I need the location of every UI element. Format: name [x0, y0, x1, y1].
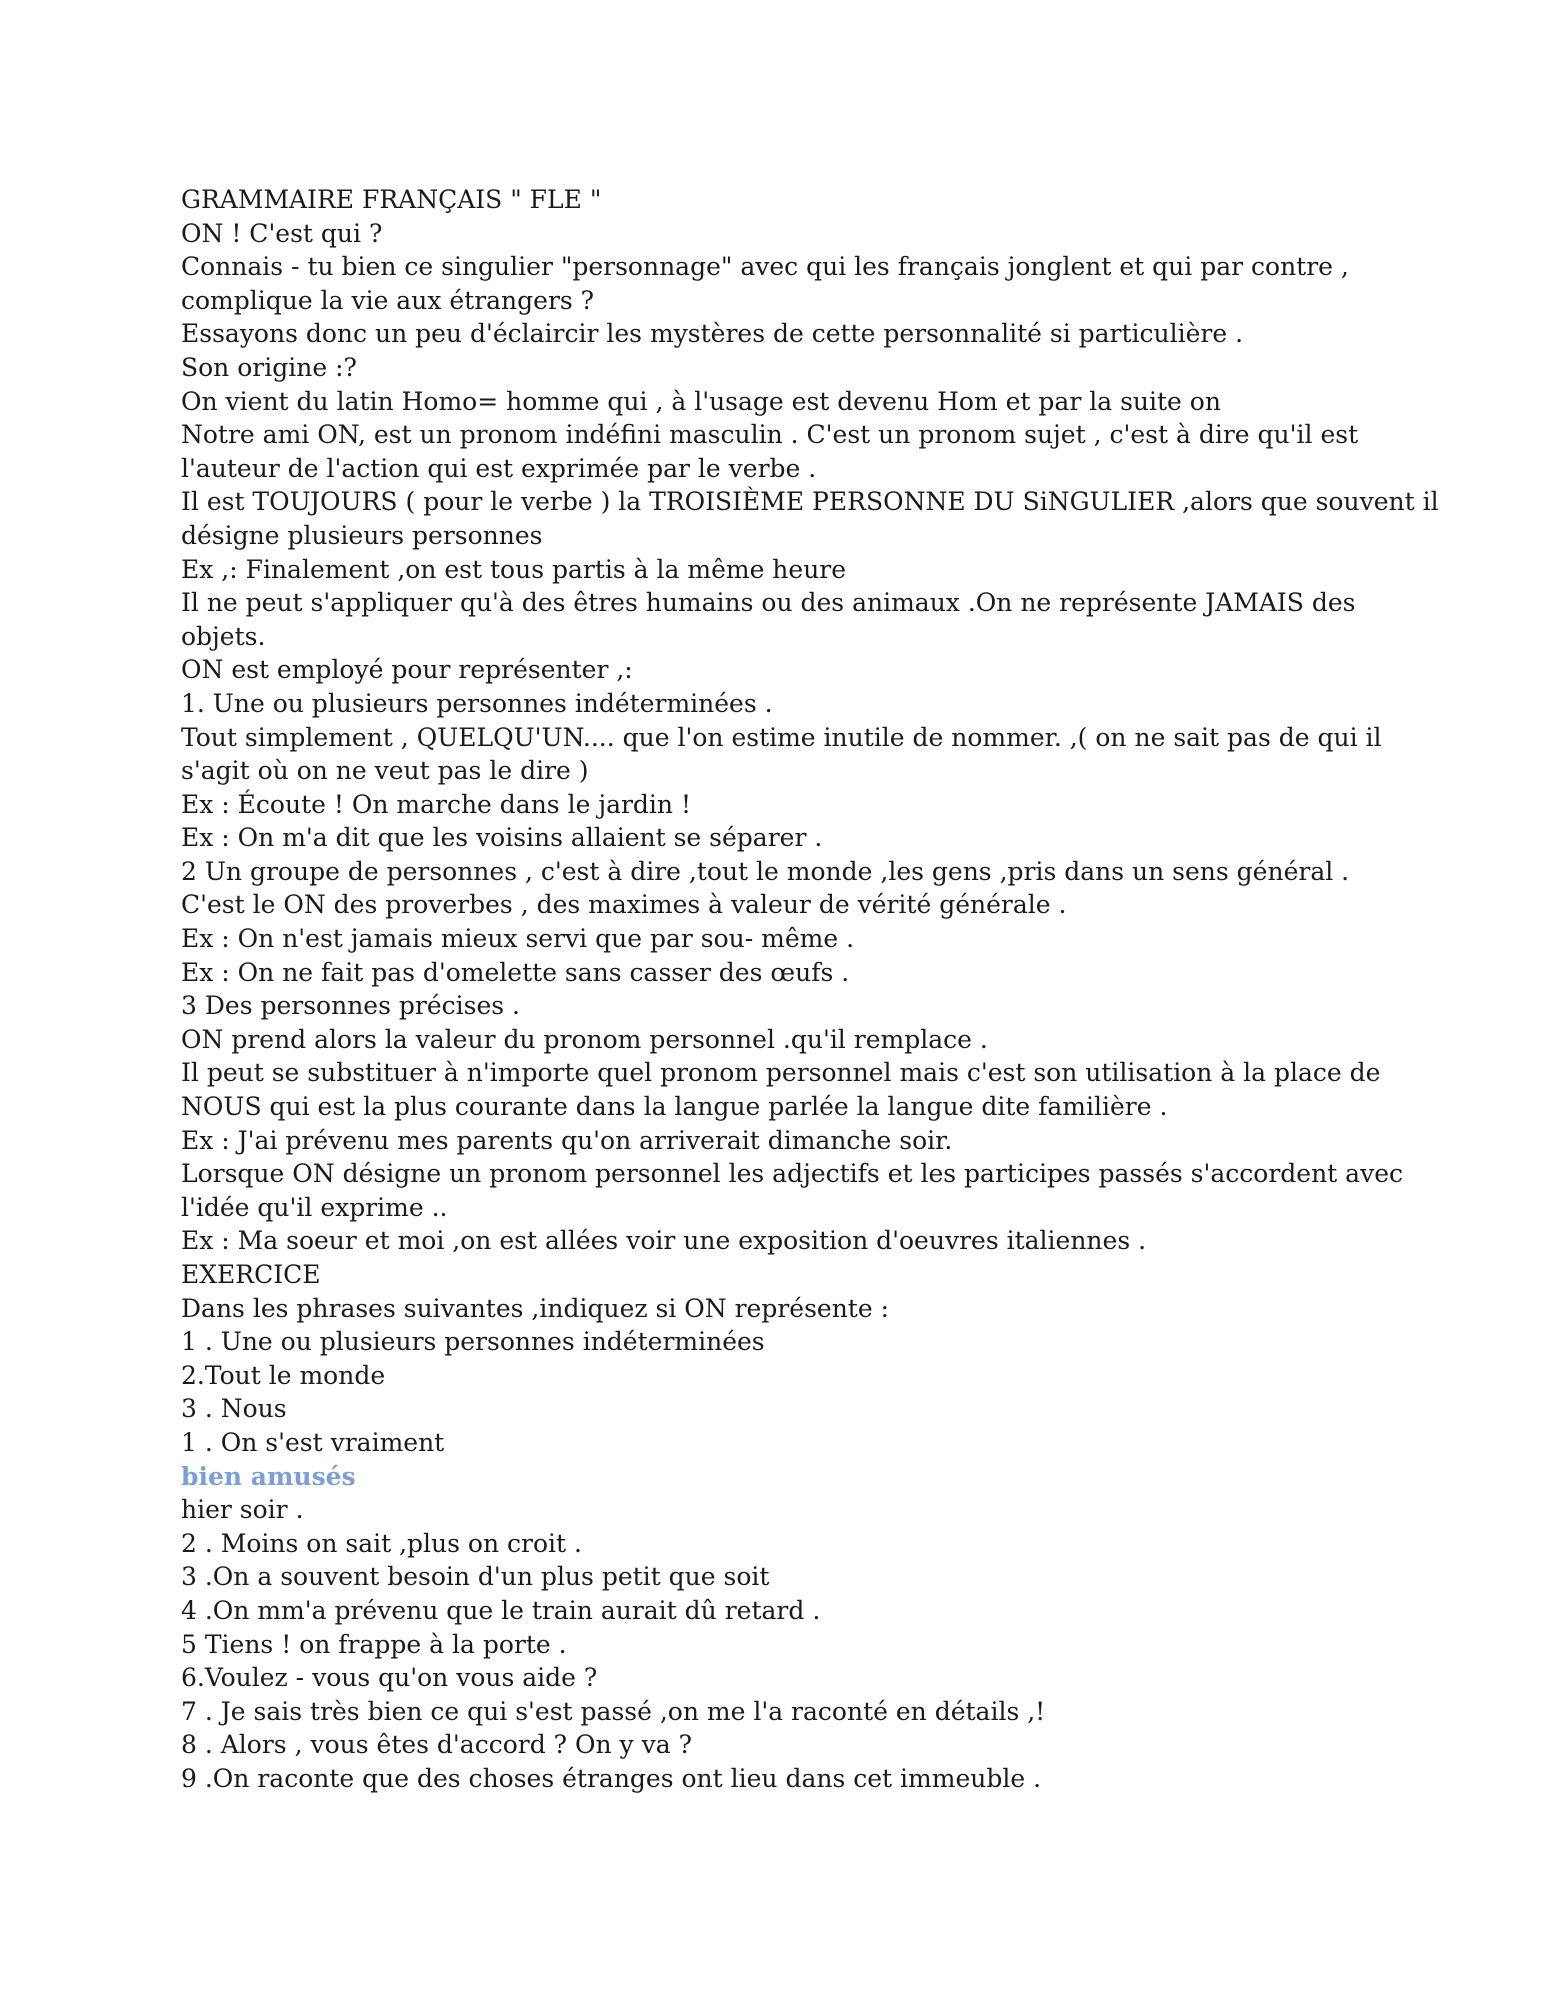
- text-block-part2: [181, 1493, 1371, 1795]
- text-line: Ex : Écoute ! On marche dans le jardin !: [181, 789, 692, 819]
- text-line: ON prend alors la valeur du pronom personnel .qu'il remplace .: [181, 1024, 988, 1054]
- text-line: Ex ,: Finalement ,on est tous partis à la même heure: [181, 554, 847, 584]
- text-line: l'idée qu'il exprime ..: [181, 1192, 448, 1222]
- text-line: Lorsque ON désigne un pronom personnel les adjectifs et les participes passés s'accordent avec: [181, 1159, 1403, 1189]
- text-line: 3 Des personnes précises .: [181, 991, 520, 1021]
- text-line: Il est TOUJOURS ( pour le verbe ) la TROISIÈME PERSONNE DU SiNGULIER ,alors que souvent il: [181, 487, 1439, 517]
- text-line: 2 . Moins on sait ,plus on croit .: [181, 1528, 582, 1558]
- text-line: objets.: [181, 621, 266, 651]
- text-line: désigne plusieurs personnes: [181, 520, 543, 550]
- text-line: 2 Un groupe de personnes , c'est à dire ,tout le monde ,les gens ,pris dans un sens général .: [181, 856, 1350, 886]
- text-line: 6.Voulez - vous qu'on vous aide ?: [181, 1663, 598, 1693]
- text-line: hier soir .: [181, 1495, 304, 1525]
- highlighted-answer: bien amusés: [181, 1461, 356, 1491]
- text-line: 3 .On a souvent besoin d'un plus petit que soit: [181, 1562, 770, 1592]
- text-line: Son origine :?: [181, 352, 357, 382]
- text-line: 7 . Je sais très bien ce qui s'est passé ,on me l'a raconté en détails ,!: [181, 1696, 1046, 1726]
- text-line: 3 . Nous: [181, 1394, 287, 1424]
- text-line: 9 .On raconte que des choses étranges ont lieu dans cet immeuble .: [181, 1763, 1042, 1793]
- text-line: Dans les phrases suivantes ,indiquez si ON représente :: [181, 1293, 890, 1323]
- text-line: l'auteur de l'action qui est exprimée par le verbe .: [181, 453, 817, 483]
- text-line: Connais - tu bien ce singulier "personnage" avec qui les français jonglent et qui par contre ,: [181, 252, 1349, 282]
- text-line: ON est employé pour représenter ,:: [181, 655, 633, 685]
- text-line: 1 . On s'est vraiment: [181, 1427, 445, 1457]
- text-line: complique la vie aux étrangers ?: [181, 285, 595, 315]
- text-line: NOUS qui est la plus courante dans la langue parlée la langue dite familière .: [181, 1092, 1168, 1122]
- text-line: 4 .On mm'a prévenu que le train aurait dû retard .: [181, 1595, 821, 1625]
- text-line: On vient du latin Homo= homme qui , à l'usage est devenu Hom et par la suite on: [181, 386, 1221, 416]
- text-line: Ex : On ne fait pas d'omelette sans casser des œufs .: [181, 957, 850, 987]
- text-line: Ex : J'ai prévenu mes parents qu'on arriverait dimanche soir.: [181, 1125, 953, 1155]
- text-line: Notre ami ON, est un pronom indéfini masculin . C'est un pronom sujet , c'est à dire qu'il est: [181, 420, 1359, 450]
- text-line: Ex : On n'est jamais mieux servi que par sou- même .: [181, 924, 855, 954]
- text-line: EXERCICE: [181, 1260, 321, 1289]
- text-line: Ex : On m'a dit que les voisins allaient se séparer .: [181, 823, 823, 853]
- text-line: Il peut se substituer à n'importe quel pronom personnel mais c'est son utilisation à la place de: [181, 1058, 1381, 1088]
- text-line: s'agit où on ne veut pas le dire ): [181, 756, 589, 786]
- text-line: Il ne peut s'appliquer qu'à des êtres humains ou des animaux .On ne représente JAMAIS des: [181, 588, 1356, 618]
- text-line: 1 . Une ou plusieurs personnes indéterminées: [181, 1327, 765, 1357]
- text-line: Essayons donc un peu d'éclaircir les mystères de cette personnalité si particulière .: [181, 319, 1244, 349]
- text-line: 2.Tout le monde: [181, 1360, 386, 1390]
- document-body: [181, 183, 1439, 1796]
- text-line: 8 . Alors , vous êtes d'accord ? On y va ?: [181, 1730, 693, 1760]
- text-block-part1: [181, 217, 1439, 1460]
- text-line: ON ! C'est qui ?: [181, 218, 383, 248]
- text-line: C'est le ON des proverbes , des maximes à valeur de vérité générale .: [181, 890, 1067, 920]
- text-line: 5 Tiens ! on frappe à la porte .: [181, 1629, 567, 1659]
- document-title: GRAMMAIRE FRANÇAIS " FLE ": [181, 185, 602, 214]
- text-line: Tout simplement , QUELQU'UN.... que l'on estime inutile de nommer. ,( on ne sait pas de qui il: [181, 722, 1382, 752]
- text-line: 1. Une ou plusieurs personnes indéterminées .: [181, 688, 773, 718]
- text-line: Ex : Ma soeur et moi ,on est allées voir une exposition d'oeuvres italiennes .: [181, 1226, 1147, 1256]
